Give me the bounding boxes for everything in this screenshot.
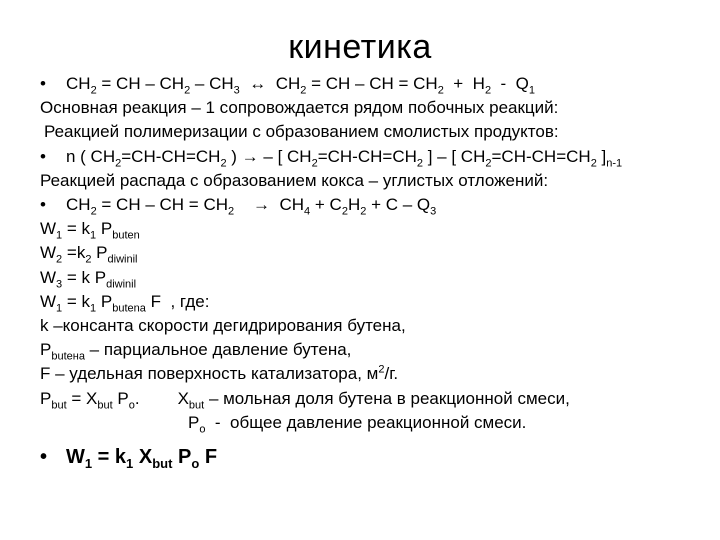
bullet: • [40,146,46,166]
slide-title: кинетика [288,28,432,66]
definition-k: k –консанта скорости дегидрирования бутена, [40,316,406,336]
polymerization-text: Реакцией полимеризации с образованием смолистых продуктов: [44,122,559,142]
final-rate-equation: • $W_1 = k_1$ $X_{but}$ $P_o$ F [40,446,218,472]
equilibrium-arrow: ↔ [239,74,276,93]
bullet: • [40,74,46,93]
bullet: • [40,446,48,469]
main-reaction-text: Основная реакция – 1 сопровождается рядом побочных реакций: [40,98,559,118]
rate-equation-w3: $W_3 = k$ $P_{diwinil}$ [40,267,137,291]
rate-equation-w2: $W_2 =k_2$ $P_{diwinil}$ [40,243,138,266]
definition-p-o: $P_o$ - общее давление реакционной смеси. [188,412,527,436]
decomposition-equation: • $CH_2$ = CH – CH = $CH_2$ → $CH_4 + C_2H_2 + C - Q_3$ [40,195,437,218]
polymerization-equation: • n ( $CH_2=CH-CH=CH_2$ ) → – [ $CH_2=CH-CH=CH_2$ ] – [ $CH_2=CH-CH=CH_2$ ]$_{n-1}$ [40,146,623,169]
definition-f: F – удельная поверхность катализатора, $м^2/г$. [40,363,399,384]
rate-equation-w1: $W_1 = k_1$ $P_{buten}$ [40,219,140,242]
bullet: • [40,195,46,215]
decomposition-text: Реакцией распада с образованием кокса – углистых отложений: [40,170,549,190]
slide-content [40,72,700,472]
rate-equation-w1-surface: $W_1 = k_1$ $P_{butena}$ F , где: [40,291,210,315]
main-reaction-equation: • $CH_2$ = CH – $CH_2 - CH_3$ ↔ $CH_2$ = CH – CH = $CH_2 + H_2 - Q_1$ [40,74,535,97]
definition-p-but: $P_{but} = X_{but}$ $P_o$. $X_{but}$ – мольная доля бутена в реакционной смеси, [40,388,570,412]
definition-p-butene: $P_{buteна}$ – парциальное давление бутена, [40,340,352,363]
